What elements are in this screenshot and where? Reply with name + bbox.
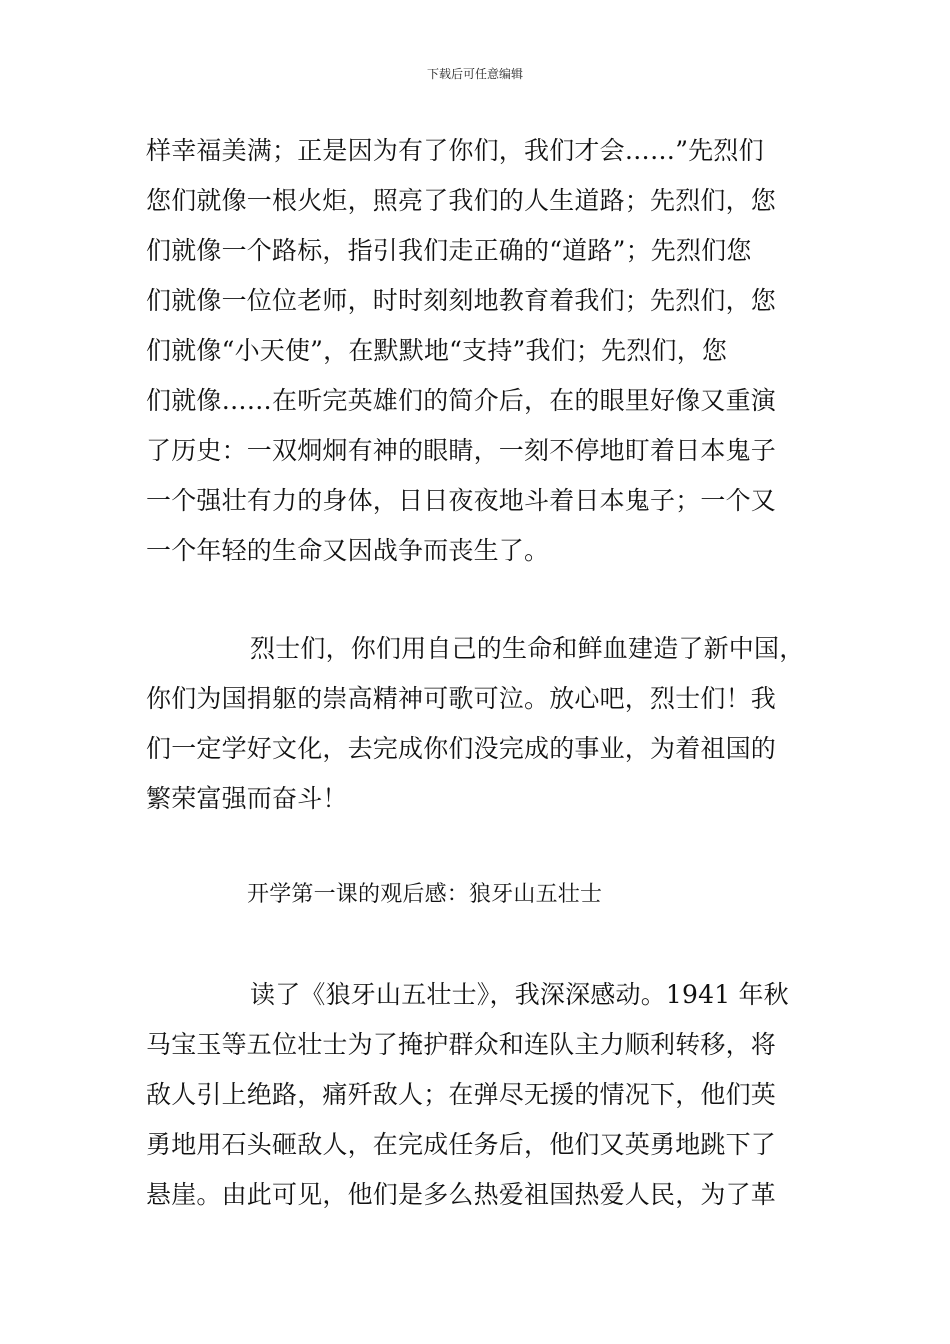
paragraph-line: 样幸福美满；正是因为有了你们，我们才会……”先烈们: [146, 136, 764, 165]
paragraph-2: [146, 624, 816, 824]
page-header: 下载后可任意编辑: [426, 67, 523, 81]
paragraph-3: [146, 970, 816, 1220]
paragraph-line: 勇地用石头砸敌人，在完成任务后，他们又英勇地跳下了: [146, 1130, 777, 1159]
paragraph-line: 们就像一个路标，指引我们走正确的“道路”；先烈们您: [146, 236, 752, 265]
paragraph-line: 烈士们，你们用自己的生命和鲜血建造了新中国，: [250, 634, 805, 663]
paragraph-line: 读了《狼牙山五壮士》，我深深感动。1941 年秋: [250, 980, 789, 1009]
paragraph-line: 繁荣富强而奋斗！: [146, 784, 348, 813]
paragraph-line: 们一定学好文化，去完成你们没完成的事业，为着祖国的: [146, 734, 777, 763]
paragraph-line: 们就像一位位老师，时时刻刻地教育着我们；先烈们，您: [146, 286, 777, 315]
paragraph-1: [146, 126, 816, 576]
paragraph-line: 您们就像一根火炬，照亮了我们的人生道路；先烈们，您: [146, 186, 777, 215]
paragraph-line: 你们为国捐躯的崇高精神可歌可泣。放心吧，烈士们！我: [146, 684, 777, 713]
paragraph-line: 敌人引上绝路，痛歼敌人；在弹尽无援的情况下，他们英: [146, 1080, 777, 1109]
paragraph-line: 悬崖。由此可见，他们是多么热爱祖国热爱人民，为了革: [146, 1180, 777, 1209]
paragraph-line: 了历史：一双炯炯有神的眼睛，一刻不停地盯着日本鬼子: [146, 436, 777, 465]
section-heading-wrap: [146, 870, 816, 920]
paragraph-line: 们就像……在听完英雄们的简介后，在的眼里好像又重演: [146, 386, 777, 415]
section-heading: 开学第一课的观后感：狼牙山五壮士: [247, 882, 603, 907]
paragraph-line: 一个年轻的生命又因战争而丧生了。: [146, 536, 550, 565]
paragraph-line: 们就像“小天使”，在默默地“支持”我们；先烈们，您: [146, 336, 728, 365]
paragraph-line: 一个强壮有力的身体，日日夜夜地斗着日本鬼子；一个又: [146, 486, 777, 515]
paragraph-line: 马宝玉等五位壮士为了掩护群众和连队主力顺利转移，将: [146, 1030, 777, 1059]
